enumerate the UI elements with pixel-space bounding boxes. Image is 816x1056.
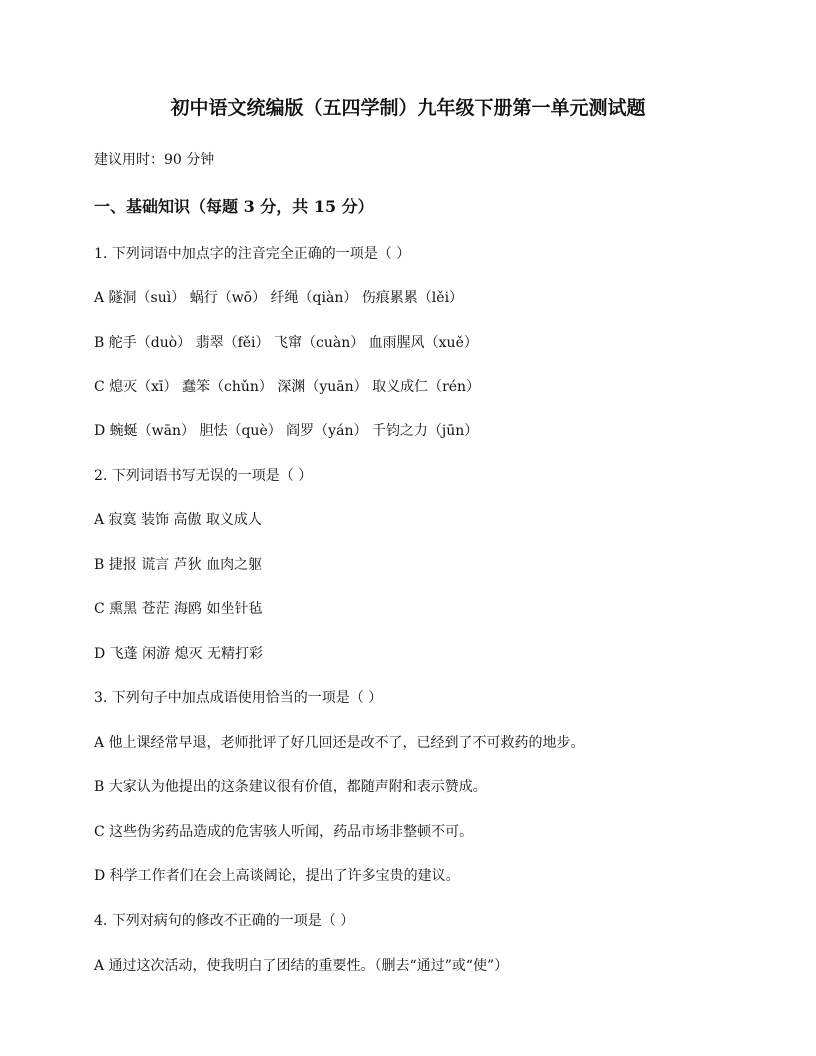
question-2-option-c: C 熏黑 苍茫 海鸥 如坐针毡 (94, 601, 263, 617)
question-4-option-a: A 通过这次活动，使我明白了团结的重要性。（删去“通过”或“使”） (94, 958, 509, 974)
question-1-option-c: C 熄灭（xī） 蠢笨（chǔn） 深渊（yuān） 取义成仁（rén） (94, 379, 481, 395)
page-title: 初中语文统编版（五四学制）九年级下册第一单元测试题 (170, 97, 646, 119)
question-3-option-a: A 他上课经常早退，老师批评了好几回还是改不了，已经到了不可救药的地步。 (94, 735, 585, 751)
question-2-option-b: B 捷报 谎言 芦狄 血肉之躯 (94, 557, 263, 573)
section-heading: 一、基础知识（每题 3 分，共 15 分） (94, 197, 374, 216)
question-4-stem: 4. 下列对病句的修改不正确的一项是（ ） (94, 913, 355, 929)
question-1-option-a: A 隧洞（suì） 蜗行（wō） 纤绳（qiàn） 伤痕累累（lěi） (94, 290, 464, 306)
question-1-option-d: D 蜿蜒（wān） 胆怯（què） 阎罗（yán） 千钧之力（jūn） (94, 423, 479, 439)
question-2-option-a: A 寂寞 装饰 高傲 取义成人 (94, 512, 262, 528)
question-3-option-b: B 大家认为他提出的这条建议很有价值，都随声附和表示赞成。 (94, 779, 487, 795)
question-1-option-b: B 舵手（duò） 翡翠（fěi） 飞窜（cuàn） 血雨腥风（xuě） (94, 335, 478, 351)
question-3-option-d: D 科学工作者们在会上高谈阔论，提出了许多宝贵的建议。 (94, 868, 460, 884)
question-1-stem: 1. 下列词语中加点字的注音完全正确的一项是（ ） (94, 246, 411, 262)
question-3-stem: 3. 下列句子中加点成语使用恰当的一项是（ ） (94, 690, 383, 706)
question-3-option-c: C 这些伪劣药品造成的危害骇人听闻，药品市场非整顿不可。 (94, 824, 474, 840)
question-2-option-d: D 飞蓬 闲游 熄灭 无精打彩 (94, 646, 264, 662)
question-2-stem: 2. 下列词语书写无误的一项是（ ） (94, 468, 313, 484)
suggested-time: 建议用时：90 分钟 (94, 152, 215, 168)
